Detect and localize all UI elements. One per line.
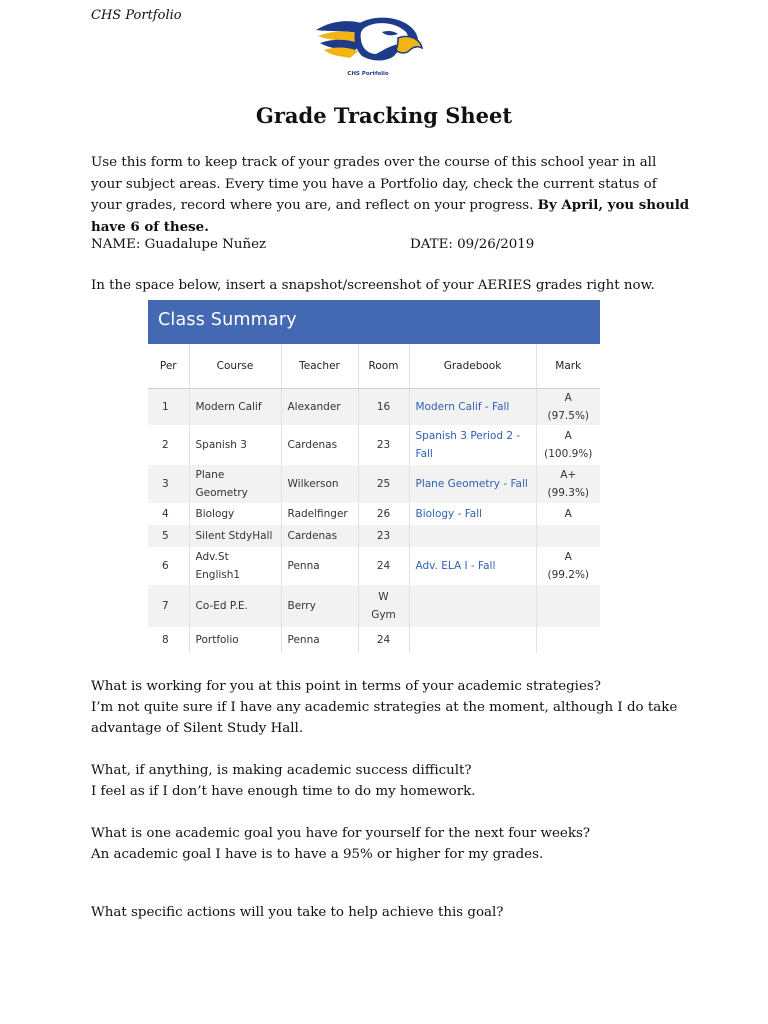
- reflection-questions: [91, 676, 691, 923]
- table-row: [148, 503, 600, 525]
- answer-2[interactable]: I feel as if I don’t have enough time to do my homework.: [91, 784, 476, 799]
- cell-course: Modern Calif: [189, 389, 281, 426]
- question-4: What specific actions will you take to help achieve this goal?: [91, 905, 504, 920]
- class-summary-screenshot: [148, 300, 600, 651]
- column-header-gradebook: Gradebook: [409, 344, 536, 389]
- cell-room: 23: [358, 425, 409, 465]
- cell-mark: A: [536, 503, 600, 525]
- table-row: [148, 525, 600, 547]
- cell-mark: A (99.2%): [536, 547, 600, 585]
- table-row: [148, 425, 600, 465]
- instruction-text: In the space below, insert a snapshot/screenshot of your AERIES grades right now.: [91, 278, 655, 293]
- cell-per: 3: [148, 465, 189, 503]
- table-row: [148, 547, 600, 585]
- cell-room: 24: [358, 627, 409, 653]
- column-header-room: Room: [358, 344, 409, 389]
- eagle-logo-graphic: [312, 12, 424, 72]
- gradebook-link[interactable]: Modern Calif - Fall: [409, 389, 536, 426]
- cell-per: 2: [148, 425, 189, 465]
- cell-course: Plane Geometry: [189, 465, 281, 503]
- cell-per: 5: [148, 525, 189, 547]
- question-3: What is one academic goal you have for yourself for the next four weeks?: [91, 826, 590, 841]
- gradebook-link[interactable]: Adv. ELA I - Fall: [409, 547, 536, 585]
- cell-teacher: Berry: [281, 585, 358, 627]
- cell-per: 1: [148, 389, 189, 426]
- gradebook-link: [409, 627, 536, 653]
- column-header-teacher: Teacher: [281, 344, 358, 389]
- cell-room: 23: [358, 525, 409, 547]
- cell-room: 25: [358, 465, 409, 503]
- cell-mark: A (97.5%): [536, 389, 600, 426]
- cell-per: 8: [148, 627, 189, 653]
- table-row: [148, 389, 600, 426]
- logo-caption: CHS Portfolio: [347, 71, 389, 77]
- student-date: DATE: 09/26/2019: [410, 237, 535, 252]
- cell-course: Co-Ed P.E.: [189, 585, 281, 627]
- cell-teacher: Penna: [281, 627, 358, 653]
- class-summary-title: Class Summary: [148, 300, 600, 344]
- gradebook-link[interactable]: Biology - Fall: [409, 503, 536, 525]
- table-row: [148, 465, 600, 503]
- intro-paragraph: [91, 152, 691, 238]
- header-label: CHS Portfolio: [91, 8, 182, 23]
- cell-mark: A+ (99.3%): [536, 465, 600, 503]
- cell-course: Portfolio: [189, 627, 281, 653]
- column-header-mark: Mark: [536, 344, 600, 389]
- gradebook-link[interactable]: Plane Geometry - Fall: [409, 465, 536, 503]
- intro-text: Use this form to keep track of your grades over the course of this school year in all your subject areas. Every time you have a Portfolio day, check the current status of your grades, record where you are, and reflect on your progress.: [91, 155, 657, 213]
- question-1: What is working for you at this point in terms of your academic strategies?: [91, 679, 601, 694]
- cell-mark: [536, 525, 600, 547]
- intro-bold-text: By April, you should have 6 of these.: [91, 197, 690, 235]
- table-row: [148, 627, 600, 653]
- cell-course: Adv.St English1: [189, 547, 281, 585]
- cell-teacher: Alexander: [281, 389, 358, 426]
- student-name: NAME: Guadalupe Nuñez: [91, 237, 267, 252]
- cell-room: W Gym: [358, 585, 409, 627]
- cell-teacher: Penna: [281, 547, 358, 585]
- cell-teacher: Wilkerson: [281, 465, 358, 503]
- cell-course: Biology: [189, 503, 281, 525]
- cell-room: 24: [358, 547, 409, 585]
- cell-mark: [536, 585, 600, 627]
- gradebook-link: [409, 525, 536, 547]
- class-summary-table: [148, 344, 600, 653]
- table-row: [148, 585, 600, 627]
- eagle-logo-icon: [312, 12, 424, 82]
- cell-mark: A (100.9%): [536, 425, 600, 465]
- gradebook-link: [409, 585, 536, 627]
- cell-teacher: Cardenas: [281, 425, 358, 465]
- cell-room: 26: [358, 503, 409, 525]
- page-title: Grade Tracking Sheet: [255, 103, 513, 128]
- question-2: What, if anything, is making academic success difficult?: [91, 763, 472, 778]
- cell-teacher: Radelfinger: [281, 503, 358, 525]
- cell-room: 16: [358, 389, 409, 426]
- answer-1[interactable]: I’m not quite sure if I have any academic strategies at the moment, although I do take advantage of Silent Study Hall.: [91, 700, 678, 736]
- column-header-per: Per: [148, 344, 189, 389]
- cell-per: 4: [148, 503, 189, 525]
- cell-per: 7: [148, 585, 189, 627]
- gradebook-link[interactable]: Spanish 3 Period 2 - Fall: [409, 425, 536, 465]
- cell-course: Silent StdyHall: [189, 525, 281, 547]
- cell-course: Spanish 3: [189, 425, 281, 465]
- table-header-row: [148, 344, 600, 389]
- column-header-course: Course: [189, 344, 281, 389]
- cell-per: 6: [148, 547, 189, 585]
- cell-mark: [536, 627, 600, 653]
- cell-teacher: Cardenas: [281, 525, 358, 547]
- answer-3[interactable]: An academic goal I have is to have a 95% or higher for my grades.: [91, 847, 544, 862]
